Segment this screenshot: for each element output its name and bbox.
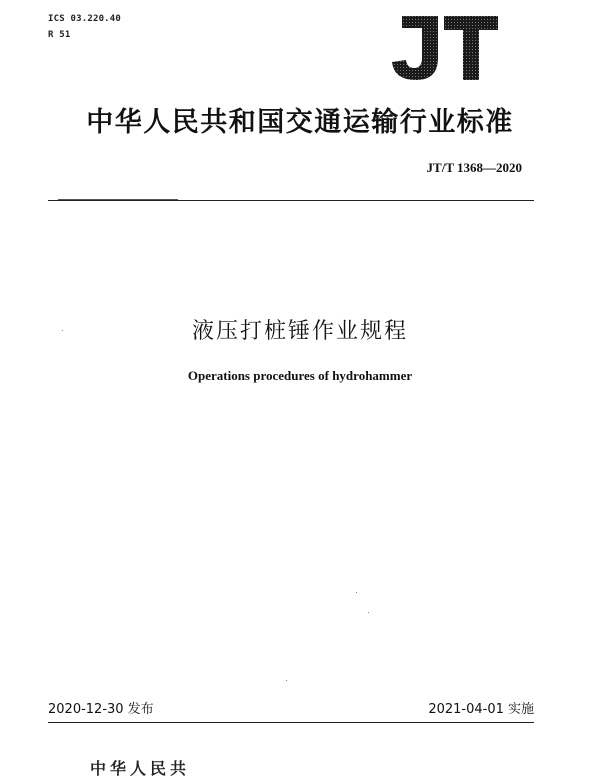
document-title-chinese: 液压打桩锤作业规程 <box>191 319 408 344</box>
effective-date: 2021-04-01 实施 <box>428 702 534 717</box>
scan-speck <box>286 680 287 681</box>
standard-number: JT/T 1368—2020 <box>426 160 522 175</box>
scan-speck <box>368 612 369 613</box>
header-divider-accent <box>58 199 178 200</box>
logo-text: JT <box>442 52 443 53</box>
scan-speck <box>356 592 357 593</box>
footer-divider <box>48 722 534 723</box>
jt-logo <box>384 12 500 84</box>
scan-speck <box>62 330 63 331</box>
ics-code: ICS 03.220.40 <box>48 14 122 24</box>
document-title-english: Operations procedures of hydrohammer <box>187 368 413 383</box>
standard-category-title: 中华人民共和国交通运输行业标准 <box>86 107 514 138</box>
classification-code: R 51 <box>48 30 71 40</box>
publish-date: 2020-12-30 发布 <box>48 702 154 717</box>
header-divider <box>48 200 534 201</box>
bottom-cutoff-text: 中华人民共 <box>90 759 191 778</box>
